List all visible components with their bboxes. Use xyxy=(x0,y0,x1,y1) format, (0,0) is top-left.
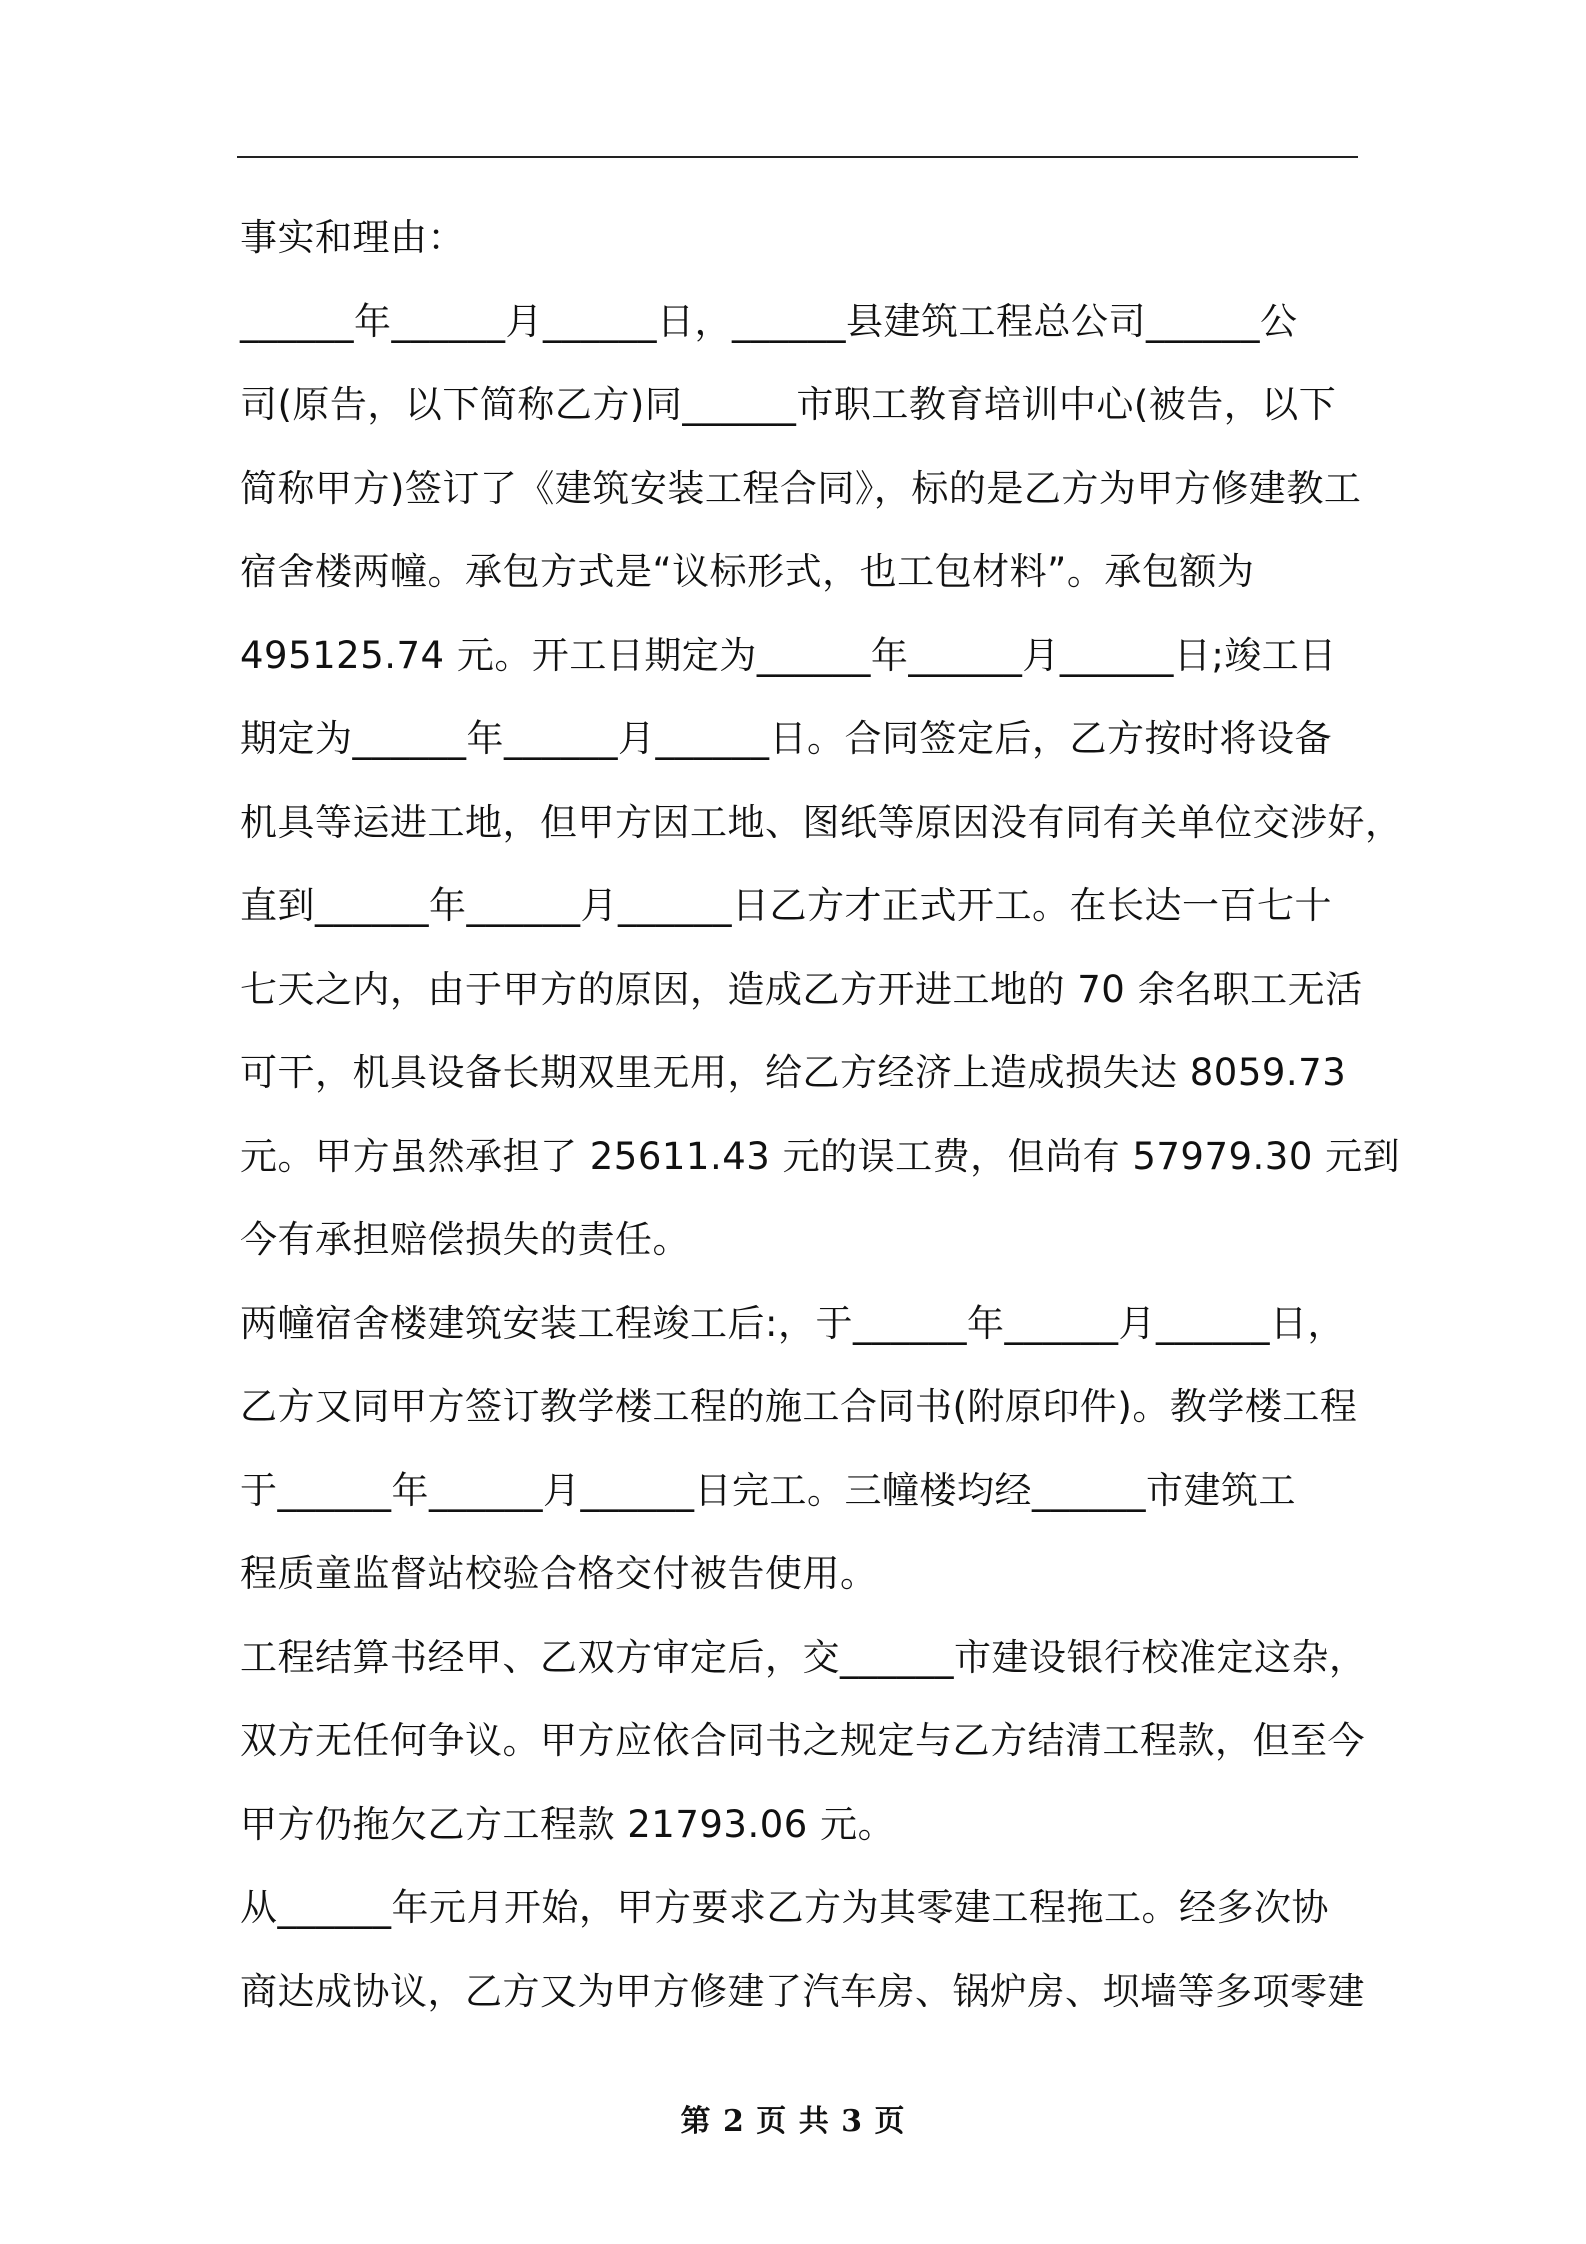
paragraph-line: 简称甲方)签订了《建筑安装工程合同》，标的是乙方为甲方修建教工 xyxy=(240,466,1362,510)
document-body xyxy=(240,196,1403,2033)
paragraph-line: 直到______年______月______日乙方才正式开工。在长达一百七十 xyxy=(240,884,1332,927)
paragraph-line: 宿舍楼两幢。承包方式是“议标形式，也工包材料”。承包额为 xyxy=(240,550,1255,593)
header-divider xyxy=(237,156,1358,158)
paragraph-line: 495125.74 元。开工日期定为______年______月______日;竣工日 xyxy=(240,633,1337,677)
paragraph-line: 商达成协议，乙方又为甲方修建了汽车房、锅炉房、坝墙等多项零建 xyxy=(240,1969,1365,2013)
paragraph-line: 工程结算书经甲、乙双方审定后，交______市建设银行校准定这杂， xyxy=(240,1635,1367,1679)
page-number-footer: 第 2 页 共 3 页 xyxy=(680,2104,906,2139)
paragraph-line: 从______年元月开始，甲方要求乙方为其零建工程拖工。经多次协 xyxy=(240,1886,1329,1929)
paragraph-line: 甲方仍拖欠乙方工程款 21793.06 元。 xyxy=(240,1802,896,1846)
paragraph-line: 七天之内，由于甲方的原因，造成乙方开进工地的 70 余名职工无活 xyxy=(240,967,1363,1011)
paragraph-line: 今有承担赔偿损失的责任。 xyxy=(240,1218,690,1261)
paragraph-line: 程质童监督站校验合格交付被告使用。 xyxy=(240,1552,878,1595)
section-heading: 事实和理由： xyxy=(240,216,465,259)
paragraph-line: 元。甲方虽然承担了 25611.43 元的误工费，但尚有 57979.30 元到 xyxy=(240,1134,1401,1178)
paragraph-line: 可干，机具设备长期双里无用，给乙方经济上造成损失达 8059.73 xyxy=(240,1051,1347,1094)
paragraph-line: 期定为______年______月______日。合同签定后，乙方按时将设备 xyxy=(240,717,1332,760)
paragraph-line: 于______年______月______日完工。三幢楼均经______市建筑工 xyxy=(240,1468,1296,1512)
paragraph-line: 司(原告，以下简称乙方)同______市职工教育培训中心(被告，以下 xyxy=(240,383,1337,426)
paragraph-line: 双方无任何争议。甲方应依合同书之规定与乙方结清工程款，但至今 xyxy=(240,1719,1365,1762)
paragraph-line: ______年______月______日，______县建筑工程总公司______公 xyxy=(240,299,1298,343)
paragraph-line: 乙方又同甲方签订教学楼工程的施工合同书(附原印件)。教学楼工程 xyxy=(240,1385,1358,1428)
paragraph-line: 机具等运进工地，但甲方因工地、图纸等原因没有同有关单位交涉好， xyxy=(240,800,1403,844)
paragraph-line: 两幢宿舍楼建筑安装工程竣工后:，于______年______月______日， xyxy=(240,1301,1345,1345)
